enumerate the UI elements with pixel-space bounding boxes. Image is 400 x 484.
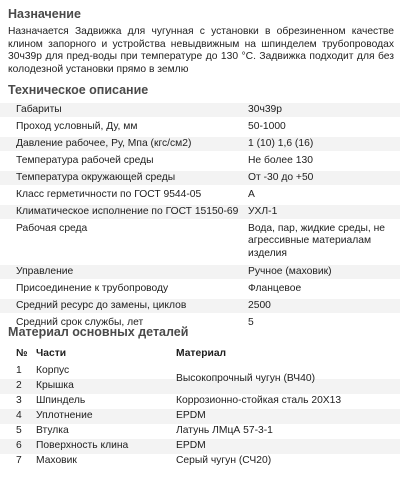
spec-row: [0, 120, 400, 134]
spec-value: От -30 до +50: [248, 172, 314, 183]
spec-row: [0, 137, 400, 151]
spec-value: А: [248, 189, 255, 200]
spec-row: [0, 299, 400, 313]
spec-label: Средний срок службы, лет: [16, 317, 144, 328]
material-part: Втулка: [36, 425, 69, 436]
spec-value: 50-1000: [248, 121, 286, 132]
spec-value: 5: [248, 317, 254, 328]
material-num: 4: [16, 410, 22, 421]
material-num: 3: [16, 395, 22, 406]
material-row: [0, 454, 400, 469]
material-row: [0, 394, 400, 409]
material-num: 1: [16, 365, 22, 376]
material-value: Латунь ЛМцА 57-3-1: [176, 425, 273, 436]
purpose-text: Назначается Задвижка для чугунная с установки в обрезиненном качестве клином запорного и устройства невыдвижным на шпинделем трубопроводах 30ч39р для пред-воды при температуре до 130 °С. Задвижка подходит для без колодезной установки прямо в землю: [8, 26, 394, 75]
spec-label: Средний ресурс до замены, циклов: [16, 300, 187, 311]
material-part: Шпиндель: [36, 395, 86, 406]
spec-row: [0, 282, 400, 296]
material-num: 5: [16, 425, 22, 436]
header-num: №: [16, 348, 28, 359]
spec-label: Управление: [16, 266, 74, 277]
spec-value: Ручное (маховик): [248, 266, 332, 277]
specs-title: Техническое описание: [8, 83, 149, 97]
header-material: Материал: [176, 348, 227, 359]
spec-row: [0, 205, 400, 219]
spec-row: [0, 171, 400, 185]
spec-value: Фланцевое: [248, 283, 302, 294]
spec-value: Не более 130: [248, 155, 313, 166]
spec-value: УХЛ-1: [248, 206, 278, 217]
material-part: Крышка: [36, 380, 74, 391]
material-num: 2: [16, 380, 22, 391]
spec-row: [0, 265, 400, 279]
material-row: [0, 409, 400, 424]
material-part: Корпус: [36, 365, 70, 376]
spec-row: [0, 154, 400, 168]
spec-label: Габариты: [16, 104, 62, 115]
material-row: [0, 424, 400, 439]
material-value: EPDM: [176, 410, 206, 421]
spec-label: Давление рабочее, Ру, Мпа (кгс/см2): [16, 138, 192, 149]
material-value: Серый чугун (СЧ20): [176, 455, 272, 466]
material-row: [0, 439, 400, 454]
spec-row: [0, 222, 400, 264]
spec-value: 1 (10) 1,6 (16): [248, 138, 314, 149]
spec-label: Температура окружающей среды: [16, 172, 176, 183]
spec-label: Климатическое исполнение по ГОСТ 15150-69: [16, 206, 239, 217]
spec-label: Присоединение к трубопроводу: [16, 283, 169, 294]
spec-label: Проход условный, Ду, мм: [16, 121, 138, 132]
material-part: Поверхность клина: [36, 440, 129, 451]
material-value: Высокопрочный чугун (ВЧ40): [176, 373, 316, 384]
material-part: Маховик: [36, 455, 77, 466]
spec-row: [0, 103, 400, 117]
spec-value: 30ч39р: [248, 104, 282, 115]
spec-label: Температура рабочей среды: [16, 155, 154, 166]
material-part: Уплотнение: [36, 410, 93, 421]
header-part: Части: [36, 348, 67, 359]
material-value: EPDM: [176, 440, 206, 451]
materials-title: Материал основных деталей: [8, 325, 189, 339]
purpose-title: Назначение: [8, 7, 81, 21]
spec-value: 2500: [248, 300, 271, 311]
spec-label: Рабочая среда: [16, 223, 88, 234]
spec-label: Класс герметичности по ГОСТ 9544-05: [16, 189, 202, 200]
spec-row: [0, 188, 400, 202]
material-row: [0, 373, 400, 394]
material-num: 7: [16, 455, 22, 466]
spec-value: Вода, пар, жидкие среды, не агрессивные материалам изделия: [248, 223, 385, 259]
material-value: Коррозионно-стойкая сталь 20Х13: [176, 395, 342, 406]
material-num: 6: [16, 440, 22, 451]
